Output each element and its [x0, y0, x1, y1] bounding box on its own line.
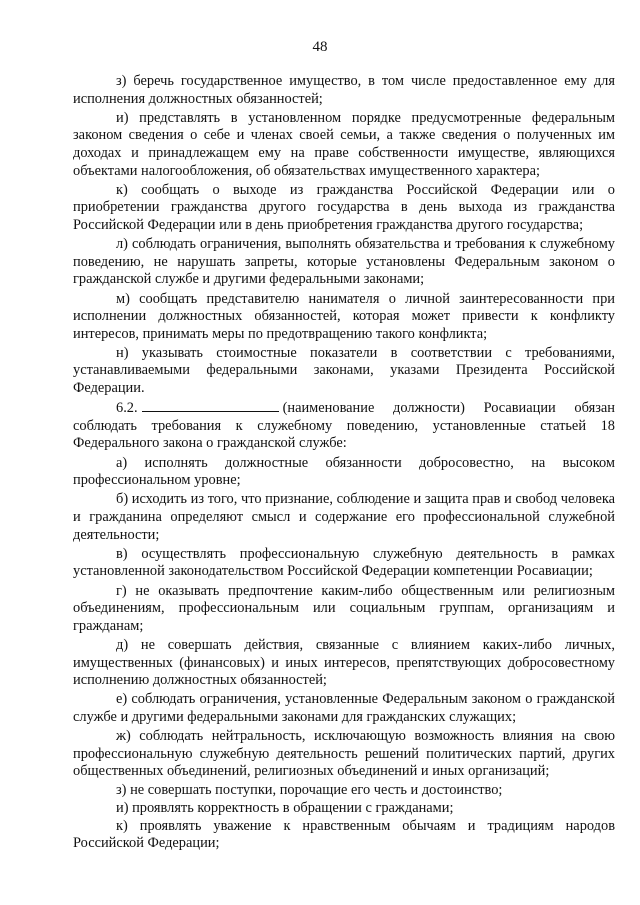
paragraph-k: к) сообщать о выходе из гражданства Российской Федерации или о приобретении гражданства другого государства в день выхода из гражданства Российской Федерации или в день приобретения гражданства другого государства;: [73, 181, 615, 233]
page-number: 48: [312, 39, 328, 55]
item-e: е) соблюдать ограничения, установленные Федеральным законом о гражданской службе и другими федеральными законами для гражданских служащих;: [73, 691, 615, 725]
item-g: г) не оказывать предпочтение каким-либо общественным или религиозным объединениям, профессиональным или социальным группам, организациям и гражданам;: [73, 582, 615, 634]
item-d: д) не совершать действия, связанные с влиянием каких-либо личных, имущественных (финансовых) и иных интересов, препятствующих добросовестному исполнению должностных обязанностей;: [73, 636, 615, 689]
item-zh: ж) соблюдать нейтральность, исключающую возможность влияния на свою профессиональную служебную деятельность решений политических партий, других общественных объединений, религиозных объединений и иных организаций;: [73, 728, 615, 780]
item-b: б) исходить из того, что признание, соблюдение и защита прав и свобод человека и гражданина определяют смысл и содержание его профессиональной служебной деятельности;: [73, 491, 615, 543]
paragraph-l: л) соблюдать ограничения, выполнять обязательства и требования к служебному поведению, не нарушать запреты, которые установлены Федеральным законом о гражданской службе и другими федеральными законами;: [73, 236, 615, 288]
paragraph-n: н) указывать стоимостные показатели в соответствии с требованиями, устанавливаемыми федеральными законами, указами Президента Российской Федерации.: [73, 344, 615, 397]
section-number: 6.2.: [116, 400, 138, 417]
item-k: к) проявлять уважение к нравственным обычаям и традициям народов Российской Федерации;: [73, 817, 615, 852]
position-blank-line: [142, 399, 279, 412]
paragraph-z: з) беречь государственное имущество, в том числе предоставленное ему для исполнения должностных обязанностей;: [73, 73, 615, 107]
item-z: з) не совершать поступки, порочащие его честь и достоинство;: [116, 782, 503, 799]
paragraph-m: м) сообщать представителю нанимателя о личной заинтересованности при исполнении должностных обязанностей, которая может привести к конфликту интересов, принимать меры по предотвращению такого конфликта;: [73, 290, 615, 342]
item-i: и) проявлять корректность в обращении с гражданами;: [116, 800, 454, 817]
item-v: в) осуществлять профессиональную служебную деятельность в рамках установленной законодательством Российской Федерации компетенции Росавиации;: [73, 545, 615, 580]
section-text: (наименование должности) Росавиации обязан соблюдать требования к служебному поведению, установленные статьей 18 Федерального закона о гражданской службе:: [73, 400, 615, 452]
paragraph-i: и) представлять в установленном порядке предусмотренные федеральным законом сведения о себе и членах своей семьи, а также сведения о полученных им доходах и принадлежащем ему на праве собственности имуществе, являющихся объектами налогообложения, об обязательствах имущественного характера;: [73, 109, 615, 179]
document-body: [73, 73, 615, 854]
section-6-2: [73, 399, 615, 453]
item-a: а) исполнять должностные обязанности добросовестно, на высоком профессиональном уровне;: [73, 454, 615, 489]
